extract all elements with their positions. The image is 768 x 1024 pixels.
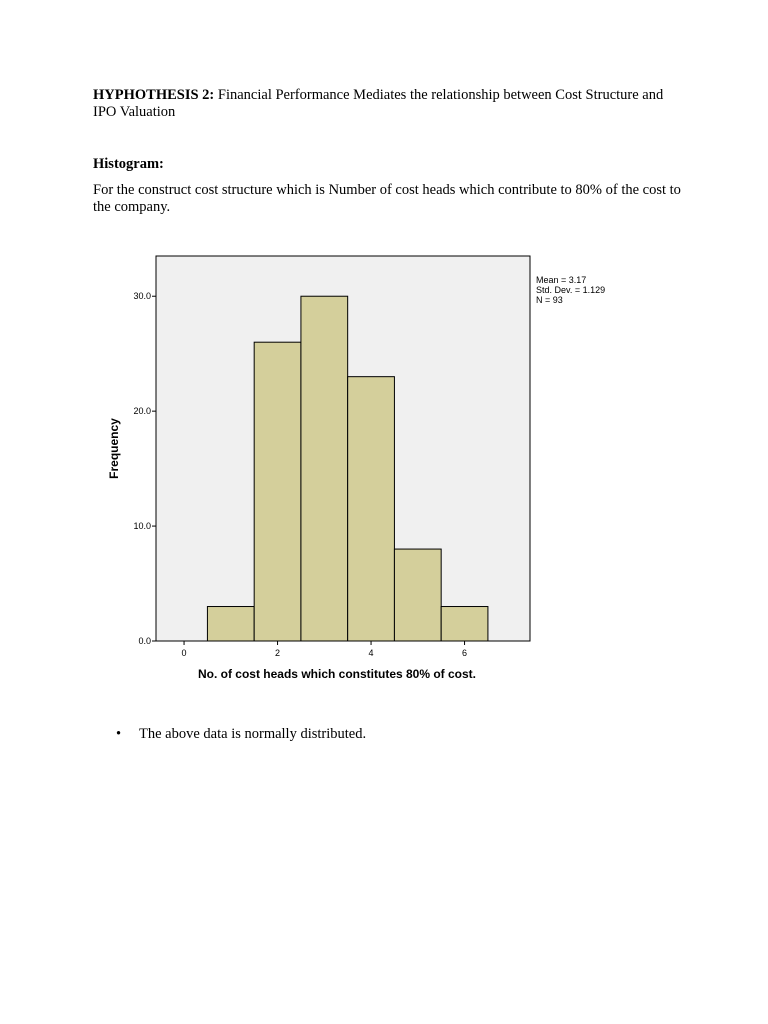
histogram-bar-2 [254,342,301,641]
conclusion-text: The above data is normally distributed. [139,726,367,742]
y-axis-label: Frequency [107,418,121,479]
hypothesis-text: Financial Performance Mediates the relationship between Cost Structure and IPO Valuation [93,87,664,120]
y-tick-label: 0.0 [138,636,151,646]
histogram-bar-3 [301,296,348,641]
histogram-heading: Histogram: [93,156,164,172]
legend-mean: Mean = 3.17 [536,275,587,285]
hypothesis-label: HYPHOTHESIS 2: [93,87,215,103]
y-tick-label: 10.0 [133,521,151,532]
construct-description: For the construct cost structure which is Number of cost heads which contribute to 80% of the cost to the company. [93,182,681,215]
y-tick-label: 30.0 [133,291,151,302]
bullet-dot: • [116,726,122,742]
histogram-bar-6 [441,607,488,641]
x-tick-label: 2 [275,648,281,658]
x-axis-label: No. of cost heads which constitutes 80% of cost. [197,667,477,681]
histogram-bar-4 [348,377,395,641]
histogram-bar-1 [207,607,254,641]
y-tick-label: 20.0 [133,406,151,417]
legend-n: N = 93 [536,295,563,305]
x-tick-label: 4 [368,648,374,658]
histogram-bar-5 [394,549,441,641]
legend-std-dev: Std. Dev. = 1.129 [536,285,606,295]
x-tick-label: 6 [462,648,468,658]
x-tick-label: 0 [181,648,187,658]
